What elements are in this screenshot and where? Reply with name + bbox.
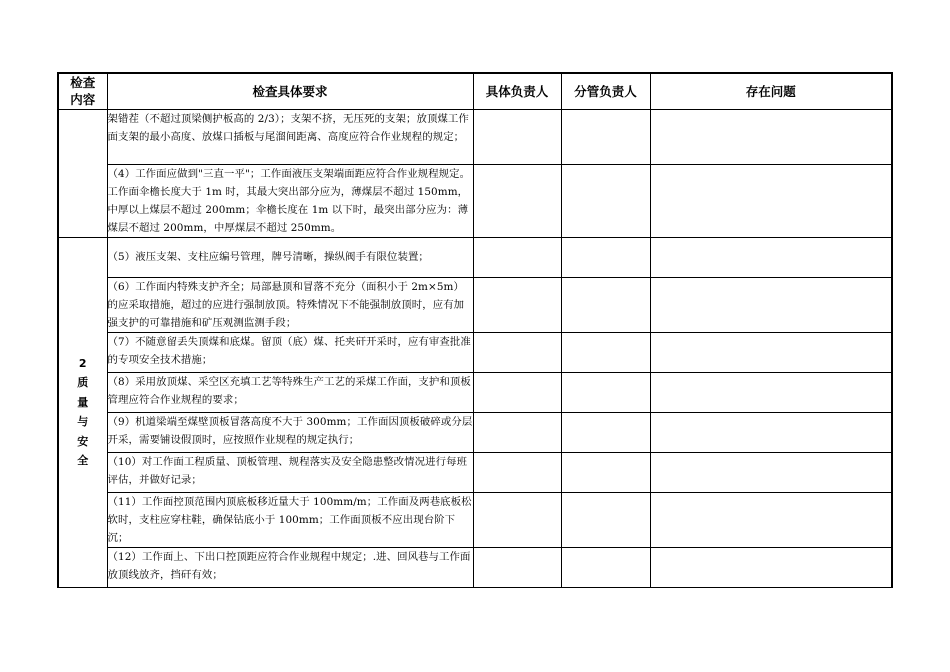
category-number: 2: [78, 356, 87, 370]
issues-cell: [650, 412, 892, 452]
table-row: [58, 452, 892, 492]
requirement-cell: （9）机道梁端至煤壁顶板冒落高度不大于 300mm；工作面因顶板破碎或分层开采，需要铺设假顶时，应按照作业规程的规定执行；: [107, 412, 473, 452]
table-row: [58, 547, 892, 587]
issues-cell: [650, 452, 892, 492]
responsible-cell: [473, 372, 561, 412]
category-char: 量: [77, 395, 89, 409]
header-item-line1: 检查: [70, 75, 96, 91]
supervisor-cell: [561, 452, 650, 492]
requirement-cell: （4）工作面应做到"三直一平"；工作面液压支架端面距应符合作业规程规定。工作面伞檐长度大于 1m 时，其最大突出部分应为，薄煤层不超过 150mm，中厚以上煤层不超过 200mm；伞檐长度在 1m 以下时，最突出部分应为：薄煤层不超过 200mm，中厚煤层不超过 250mm。: [107, 164, 473, 237]
requirement-cell: 架错茬（不超过顶梁侧护板高的 2/3）；支架不挤，无压死的支架；放顶煤工作面支架的最小高度、放煤口插板与尾溜间距离、高度应符合作业规程的规定；: [107, 109, 473, 164]
responsible-cell: [473, 237, 561, 277]
header-issues: 存在问题: [650, 73, 892, 109]
responsible-cell: [473, 277, 561, 332]
issues-cell: [650, 109, 892, 164]
responsible-cell: [473, 412, 561, 452]
table-row: [58, 109, 892, 164]
issues-cell: [650, 237, 892, 277]
supervisor-cell: [561, 492, 650, 547]
issues-cell: [650, 277, 892, 332]
issues-cell: [650, 164, 892, 237]
supervisor-cell: [561, 277, 650, 332]
category-char: 全: [77, 454, 89, 467]
supervisor-cell: [561, 332, 650, 372]
requirement-cell: （11）工作面控顶范围内顶底板移近量大于 100mm/m；工作面及两巷底板松软时，支柱应穿柱鞋，确保钻底小于 100mm；工作面顶板不应出现台阶下沉；: [107, 492, 473, 547]
header-item-line2: 内容: [70, 92, 96, 108]
header-supervisor: 分管负责人: [561, 73, 650, 109]
table-row: [58, 492, 892, 547]
responsible-cell: [473, 492, 561, 547]
table-row: [58, 372, 892, 412]
requirement-cell: （6）工作面内特殊支护齐全；局部悬顶和冒落不充分（面积小于 2m×5m）的应采取措施，超过的应进行强制放顶。特殊情况下不能强制放顶时，应有加强支护的可靠措施和矿压观测监测手段；: [107, 277, 473, 332]
supervisor-cell: [561, 547, 650, 587]
responsible-cell: [473, 452, 561, 492]
category-char: 与: [77, 415, 89, 428]
category-char: 质: [77, 376, 89, 389]
table-row: [58, 164, 892, 237]
responsible-cell: [473, 164, 561, 237]
requirement-cell: （12）工作面上、下出口控顶距应符合作业规程中规定；.进、回风巷与工作面放顶线放齐，挡矸有效；: [107, 547, 473, 587]
responsible-cell: [473, 332, 561, 372]
header-row: [58, 73, 892, 109]
header-item: [58, 73, 107, 109]
issues-cell: [650, 492, 892, 547]
issues-cell: [650, 332, 892, 372]
supervisor-cell: [561, 237, 650, 277]
table-row: [58, 277, 892, 332]
responsible-cell: [473, 547, 561, 587]
issues-cell: [650, 372, 892, 412]
table-row: [58, 237, 892, 277]
requirement-cell: （5）液压支架、支柱应编号管理，牌号清晰，操纵阀手有限位装置；: [107, 237, 473, 277]
supervisor-cell: [561, 412, 650, 452]
issues-cell: [650, 547, 892, 587]
requirement-cell: （10）对工作面工程质量、顶板管理、规程落实及安全隐患整改情况进行每班评估，并做好记录；: [107, 452, 473, 492]
requirement-cell: （7）不随意留丢失顶煤和底煤。留顶（底）煤、托夹矸开采时，应有审查批准的专项安全技术措施；: [107, 332, 473, 372]
table-row: [58, 412, 892, 452]
supervisor-cell: [561, 164, 650, 237]
responsible-cell: [473, 109, 561, 164]
supervisor-cell: [561, 109, 650, 164]
requirement-cell: （8）采用放顶煤、采空区充填工艺等特殊生产工艺的采煤工作面，支护和顶板管理应符合作业规程的要求；: [107, 372, 473, 412]
category-cell-quality-safety: [58, 237, 107, 587]
inspection-table: [57, 72, 893, 588]
category-cell-continued: [58, 109, 107, 237]
category-char: 安: [77, 434, 89, 448]
header-responsible: 具体负责人: [473, 73, 561, 109]
table-row: [58, 332, 892, 372]
header-requirement: 检查具体要求: [107, 73, 473, 109]
supervisor-cell: [561, 372, 650, 412]
